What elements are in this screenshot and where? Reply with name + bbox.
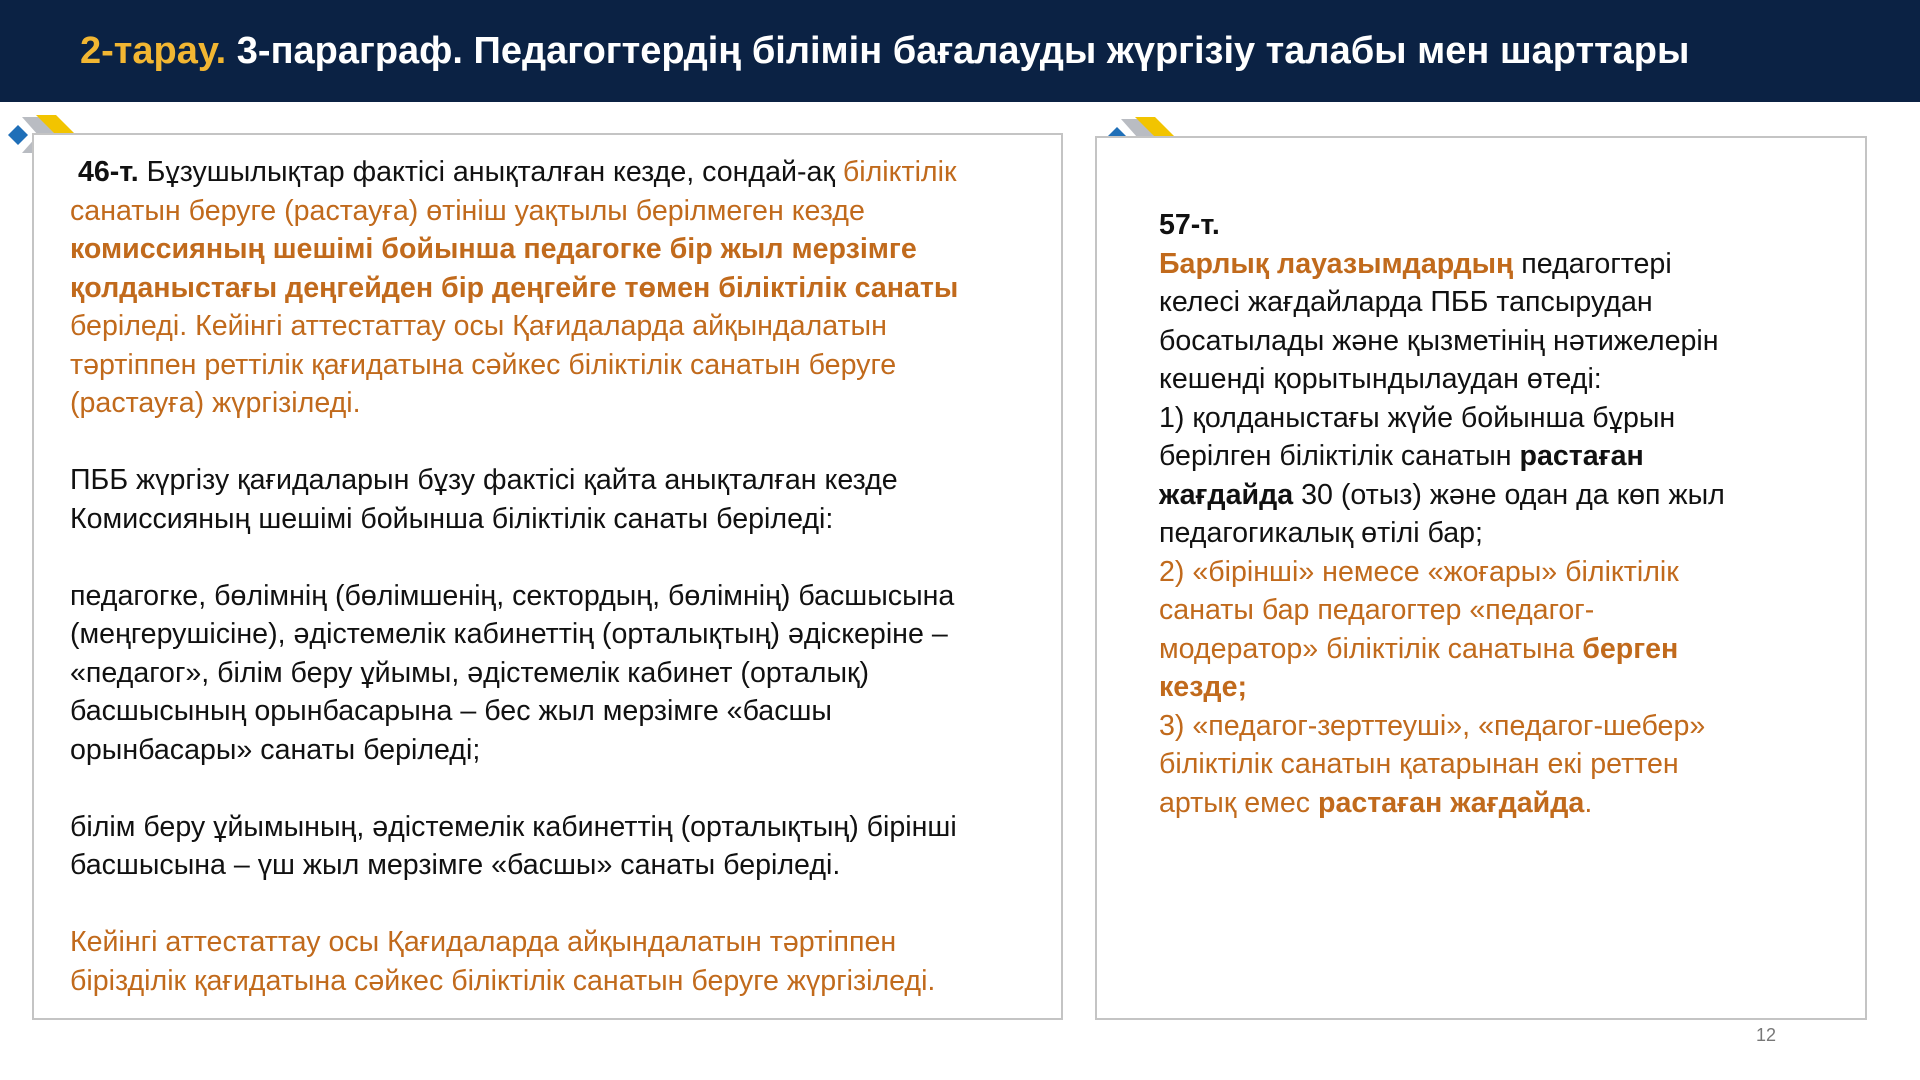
title-text: 3-параграф. Педагогтердің білімін бағалауды жүргізіу талабы мен шарттары <box>226 29 1690 72</box>
text-line: біліктілік <box>842 156 957 188</box>
text-line: растаған жағдайда <box>1317 786 1585 819</box>
text-line: келесі жағдайларда ПББ тапсырудан <box>1159 286 1653 318</box>
text-line: педагогке, бөлімнің (бөлімшенің, сектордың, бөлімнің) басшысына <box>70 579 955 612</box>
text-line: растаған <box>1519 440 1644 472</box>
right-text <box>1159 206 1859 822</box>
text-line: беріледі. Кейінгі аттестаттау осы Қағидаларда айқындалатын <box>70 310 887 342</box>
paragraph-next-attestation <box>70 923 1063 1000</box>
text-line: босатылады және қызметінің нәтижелерін <box>1159 324 1719 357</box>
text-line: санатын беруге (растауға) өтініш уақтылы берілмеген кезде <box>70 194 865 227</box>
slide-title <box>80 30 1689 73</box>
text-line: Бұзушылықтар фактісі анықталған кезде, сондай-ақ <box>138 156 843 188</box>
text-line: . <box>1584 786 1593 819</box>
title-bar <box>0 0 1920 102</box>
text-line: тәртіппен реттілік қағидатына сәйкес біліктілік санатын беруге <box>70 348 897 381</box>
text-line: біліктілік санатын қатарынан екі реттен <box>1159 748 1679 780</box>
text-line: санаты бар педагогтер «педагог- <box>1159 594 1595 626</box>
text-line: артық емес <box>1159 786 1318 819</box>
page-number: 12 <box>1756 1025 1777 1045</box>
article-number: 46-т. <box>77 156 139 188</box>
text-line: (растауға) жүргізіледі. <box>70 387 361 419</box>
text-line: ПББ жүргізу қағидаларын бұзу фактісі қайта анықталған кезде <box>70 464 898 496</box>
text-line: 30 (отыз) және одан да көп жыл <box>1293 478 1725 511</box>
text-line: 2) «бірінші» немесе «жоғары» біліктілік <box>1159 555 1679 588</box>
text-line: жағдайда <box>1159 478 1294 511</box>
text-line: берген <box>1582 632 1679 665</box>
text-line: Комиссияның шешімі бойынша біліктілік санаты беріледі: <box>70 502 834 535</box>
paragraph-repeat-violation <box>70 461 1063 538</box>
text-line: берілген біліктілік санатын <box>1159 440 1520 472</box>
text-line: білім беру ұйымының, әдістемелік кабинеттің (орталықтың) бірінші <box>70 810 957 843</box>
text-line: педагогикалық өтілі бар; <box>1159 517 1483 549</box>
text-line: кезде; <box>1159 671 1248 703</box>
article-number: 57-т. <box>1159 209 1220 241</box>
text-line: орынбасары» санаты беріледі; <box>70 733 481 766</box>
paragraph-teacher-category <box>70 577 1063 770</box>
left-text <box>70 153 1063 1000</box>
text-line: «педагог», білім беру ұйымы, әдістемелік кабинет (орталық) <box>70 656 870 689</box>
paragraph-head-category <box>70 808 1063 885</box>
text-line: басшысына – үш жыл мерзімге «басшы» санаты беріледі. <box>70 849 841 881</box>
text-line: кешенді қорытындылаудан өтеді: <box>1159 363 1602 395</box>
left-text-panel <box>32 133 1063 1020</box>
text-line: бірізділік қағидатына сәйкес біліктілік санатын беруге жүргізіледі. <box>70 964 936 997</box>
text-line: 3) «педагог-зерттеуші», «педагог-шебер» <box>1159 709 1706 742</box>
text-line: комиссияның шешімі бойынша педагогке бір жыл мерзімге <box>70 233 917 265</box>
text-line: Кейінгі аттестаттау осы Қағидаларда айқындалатын тәртіппен <box>70 926 897 958</box>
paragraph-46 <box>70 153 1063 423</box>
chapter-label: 2-тарау. <box>80 29 227 72</box>
text-line: қолданыстағы деңгейден бір деңгейге төмен біліктілік санаты <box>70 271 959 304</box>
text-line: педагогтері <box>1513 247 1672 280</box>
right-text-panel <box>1095 136 1867 1020</box>
text-line: 1) қолданыстағы жүйе бойынша бұрын <box>1159 401 1676 434</box>
text-line: модератор» біліктілік санатына <box>1159 632 1583 665</box>
text-line: (меңгерушісіне), әдістемелік кабинеттің (орталықтың) әдіскеріне – <box>70 618 948 650</box>
text-line: басшысының орынбасарына – бес жыл мерзімге «басшы <box>70 695 832 727</box>
text-line: Барлық лауазымдардың <box>1159 247 1514 280</box>
